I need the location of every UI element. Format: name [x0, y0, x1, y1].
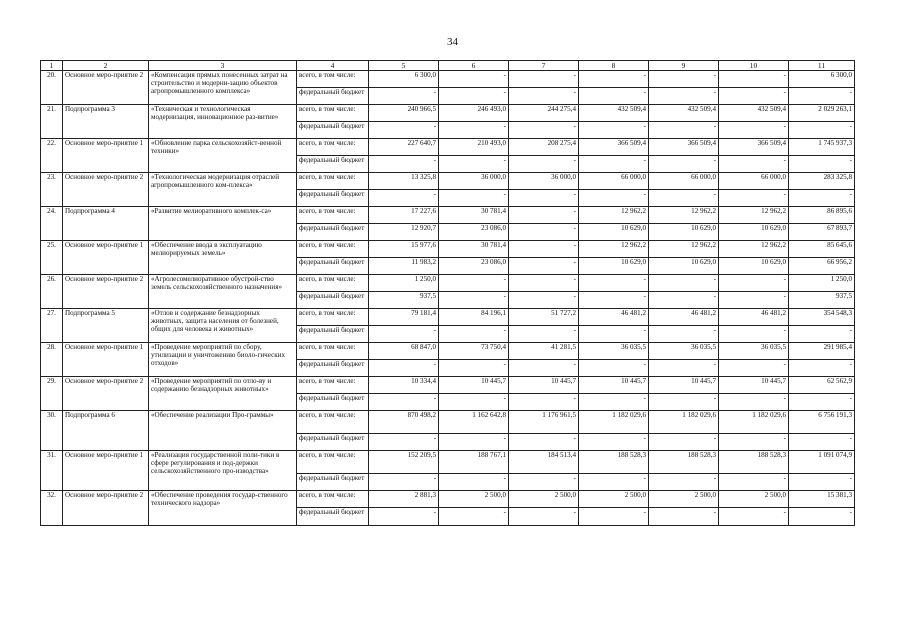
year-value: 210 493,0: [439, 139, 509, 156]
column-header: 6: [439, 61, 509, 71]
year-value: 2 500,0: [579, 491, 649, 508]
year-value: 1 182 029,6: [649, 411, 719, 434]
funding-source: всего, в том числе:: [297, 377, 369, 394]
funding-source: всего, в том числе:: [297, 207, 369, 224]
total-value: 6 756 191,3: [789, 411, 855, 434]
year-value: -: [649, 360, 719, 377]
total-value: -: [789, 394, 855, 411]
column-header: 10: [719, 61, 789, 71]
row-number: 28.: [41, 343, 63, 377]
program-type: Основное меро-приятие 2: [63, 491, 149, 526]
total-value: -: [789, 360, 855, 377]
year-value: 432 509,4: [579, 105, 649, 122]
total-value: 937,5: [789, 292, 855, 309]
funding-source: всего, в том числе:: [297, 343, 369, 360]
program-name: «Реализация государственной поли-тики в сфере регулирования и под-держки сельскохозяйственного про-изводства»: [149, 451, 297, 491]
funding-source: федеральный бюджет: [297, 88, 369, 105]
program-name: «Компенсация прямых понесенных затрат на строительство и модерни-зацию объектов агропромышленного комплекса»: [149, 71, 297, 105]
year-value: -: [579, 360, 649, 377]
funding-source: федеральный бюджет: [297, 434, 369, 451]
year-value: 10 445,7: [509, 377, 579, 394]
table-row: [41, 309, 855, 326]
column-header: 1: [41, 61, 63, 71]
table-row: [41, 411, 855, 434]
year-value: 244 275,4: [509, 105, 579, 122]
program-name: «Развитие мелиоративного комплек-са»: [149, 207, 297, 241]
year-value: -: [579, 508, 649, 526]
program-type: Основное меро-приятие 2: [63, 173, 149, 207]
year-value: 36 000,0: [509, 173, 579, 190]
funding-source: федеральный бюджет: [297, 190, 369, 207]
year-value: -: [719, 156, 789, 173]
funding-source: федеральный бюджет: [297, 224, 369, 241]
year-value: 12 962,2: [579, 207, 649, 224]
funding-source: всего, в том числе:: [297, 241, 369, 258]
year-value: -: [579, 156, 649, 173]
total-value: 67 893,7: [789, 224, 855, 241]
table-row: [41, 173, 855, 190]
column-header: 11: [789, 61, 855, 71]
total-value: 85 645,6: [789, 241, 855, 258]
year-value: -: [649, 508, 719, 526]
year-value: -: [509, 360, 579, 377]
total-value: -: [789, 474, 855, 491]
funding-source: федеральный бюджет: [297, 508, 369, 526]
year-value: 15 977,6: [369, 241, 439, 258]
table-row: [41, 275, 855, 292]
year-value: 36 000,0: [439, 173, 509, 190]
year-value: -: [509, 292, 579, 309]
funding-source: федеральный бюджет: [297, 474, 369, 491]
year-value: -: [579, 71, 649, 88]
year-value: 84 196,1: [439, 309, 509, 326]
year-value: 227 640,7: [369, 139, 439, 156]
year-value: -: [579, 275, 649, 292]
total-value: -: [789, 508, 855, 526]
program-type: Подпрограмма 4: [63, 207, 149, 241]
year-value: -: [579, 326, 649, 343]
program-name: «Отлов и содержание безнадзорных животных, защита населения от болезней, общих для человека и животных»: [149, 309, 297, 343]
funding-source: федеральный бюджет: [297, 258, 369, 275]
year-value: 208 275,4: [509, 139, 579, 156]
year-value: 1 182 029,6: [579, 411, 649, 434]
year-value: -: [649, 275, 719, 292]
funding-source: федеральный бюджет: [297, 394, 369, 411]
year-value: -: [719, 122, 789, 139]
year-value: 10 629,0: [719, 258, 789, 275]
year-value: -: [579, 292, 649, 309]
year-value: 366 509,4: [649, 139, 719, 156]
year-value: -: [719, 474, 789, 491]
funding-source: всего, в том числе:: [297, 411, 369, 434]
year-value: -: [509, 508, 579, 526]
year-value: 12 962,2: [579, 241, 649, 258]
year-value: 188 767,1: [439, 451, 509, 474]
row-number: 21.: [41, 105, 63, 139]
year-value: -: [439, 190, 509, 207]
year-value: 152 209,5: [369, 451, 439, 474]
row-number: 30.: [41, 411, 63, 451]
year-value: -: [439, 88, 509, 105]
total-value: 2 029 263,1: [789, 105, 855, 122]
program-type: Основное меро-приятие 2: [63, 71, 149, 105]
column-header: 2: [63, 61, 149, 71]
table-body: [41, 71, 855, 526]
year-value: -: [579, 474, 649, 491]
total-value: -: [789, 434, 855, 451]
year-value: -: [649, 474, 719, 491]
year-value: -: [509, 326, 579, 343]
year-value: 10 445,7: [579, 377, 649, 394]
year-value: -: [719, 326, 789, 343]
year-value: -: [509, 122, 579, 139]
year-value: 188 528,3: [649, 451, 719, 474]
year-value: -: [439, 156, 509, 173]
year-value: 6 300,0: [369, 71, 439, 88]
year-value: 79 181,4: [369, 309, 439, 326]
program-name: «Обновление парка сельскохозяйст-венной техники»: [149, 139, 297, 173]
funding-source: федеральный бюджет: [297, 360, 369, 377]
program-name: «Технологическая модернизация отраслей агропромышленного ком-плекса»: [149, 173, 297, 207]
year-value: -: [719, 360, 789, 377]
table-row: [41, 491, 855, 508]
year-value: -: [579, 122, 649, 139]
program-name: «Техническая и технологическая модернизация, инновационное раз-витие»: [149, 105, 297, 139]
year-value: -: [439, 434, 509, 451]
year-value: 366 509,4: [579, 139, 649, 156]
total-value: 1 250,0: [789, 275, 855, 292]
table-row: [41, 241, 855, 258]
year-value: 870 498,2: [369, 411, 439, 434]
total-value: -: [789, 190, 855, 207]
total-value: 283 325,8: [789, 173, 855, 190]
year-value: -: [719, 190, 789, 207]
year-value: 366 509,4: [719, 139, 789, 156]
year-value: -: [509, 258, 579, 275]
year-value: 11 983,2: [369, 258, 439, 275]
year-value: -: [439, 360, 509, 377]
year-value: 1 250,0: [369, 275, 439, 292]
year-value: 12 962,2: [649, 207, 719, 224]
year-value: 2 500,0: [719, 491, 789, 508]
year-value: -: [649, 88, 719, 105]
year-value: -: [369, 88, 439, 105]
year-value: 12 920,7: [369, 224, 439, 241]
program-type: Подпрограмма 5: [63, 309, 149, 343]
year-value: -: [509, 474, 579, 491]
year-value: -: [439, 474, 509, 491]
program-type: Основное меро-приятие 1: [63, 241, 149, 275]
year-value: -: [649, 190, 719, 207]
year-value: 46 481,2: [719, 309, 789, 326]
row-number: 26.: [41, 275, 63, 309]
total-value: 1 091 074,9: [789, 451, 855, 474]
total-value: 86 895,6: [789, 207, 855, 224]
year-value: -: [369, 326, 439, 343]
year-value: -: [719, 508, 789, 526]
program-type: Основное меро-приятие 1: [63, 451, 149, 491]
program-name: «Агролесомелиоративное обустрой-ство земель сельскохозяйственного назначения»: [149, 275, 297, 309]
year-value: 23 086,0: [439, 224, 509, 241]
year-value: 10 629,0: [579, 224, 649, 241]
year-value: -: [369, 190, 439, 207]
year-value: 46 481,2: [579, 309, 649, 326]
year-value: 10 445,7: [649, 377, 719, 394]
program-name: «Обеспечение проведения государ-ственного технического надзора»: [149, 491, 297, 526]
year-value: 2 881,3: [369, 491, 439, 508]
year-value: 12 962,2: [719, 241, 789, 258]
year-value: -: [649, 326, 719, 343]
year-value: -: [649, 71, 719, 88]
year-value: 10 629,0: [579, 258, 649, 275]
year-value: -: [649, 394, 719, 411]
year-value: 46 481,2: [649, 309, 719, 326]
year-value: -: [369, 434, 439, 451]
year-value: -: [579, 88, 649, 105]
total-value: -: [789, 156, 855, 173]
year-value: 10 334,4: [369, 377, 439, 394]
total-value: 15 381,3: [789, 491, 855, 508]
year-value: 12 962,2: [719, 207, 789, 224]
year-value: 937,5: [369, 292, 439, 309]
year-value: -: [719, 275, 789, 292]
year-value: 1 162 642,8: [439, 411, 509, 434]
total-value: 6 300,0: [789, 71, 855, 88]
program-type: Основное меро-приятие 2: [63, 275, 149, 309]
year-value: 10 445,7: [439, 377, 509, 394]
program-name: «Проведение мероприятий по отло-ву и содержанию безнадзорных животных»: [149, 377, 297, 411]
year-value: -: [369, 474, 439, 491]
year-value: 36 035,5: [649, 343, 719, 360]
program-name: «Обеспечение ввода в эксплуатацию мелиорируемых земель»: [149, 241, 297, 275]
year-value: 2 500,0: [509, 491, 579, 508]
year-value: -: [719, 71, 789, 88]
year-value: 10 629,0: [649, 224, 719, 241]
year-value: 432 509,4: [719, 105, 789, 122]
funding-source: всего, в том числе:: [297, 71, 369, 88]
year-value: 30 781,4: [439, 241, 509, 258]
program-name: «Проведение мероприятий по сбору, утилизации и уничтожению биоло-гических отходов»: [149, 343, 297, 377]
funding-source: всего, в том числе:: [297, 451, 369, 474]
year-value: -: [439, 122, 509, 139]
year-value: -: [369, 122, 439, 139]
table-row: [41, 207, 855, 224]
program-name: «Обеспечение реализации Про-граммы»: [149, 411, 297, 451]
funding-source: всего, в том числе:: [297, 275, 369, 292]
year-value: -: [509, 190, 579, 207]
row-number: 27.: [41, 309, 63, 343]
year-value: -: [369, 360, 439, 377]
table-row: [41, 343, 855, 360]
column-header: 8: [579, 61, 649, 71]
funding-source: всего, в том числе:: [297, 173, 369, 190]
table-row: [41, 105, 855, 122]
year-value: 184 513,4: [509, 451, 579, 474]
year-value: 188 528,3: [579, 451, 649, 474]
year-value: -: [369, 156, 439, 173]
funding-source: всего, в том числе:: [297, 105, 369, 122]
year-value: 68 847,0: [369, 343, 439, 360]
year-value: 246 493,0: [439, 105, 509, 122]
year-value: 2 500,0: [439, 491, 509, 508]
total-value: 62 562,9: [789, 377, 855, 394]
budget-table: [40, 60, 855, 526]
year-value: 10 445,7: [719, 377, 789, 394]
year-value: -: [509, 88, 579, 105]
year-value: -: [509, 434, 579, 451]
year-value: -: [719, 434, 789, 451]
year-value: 17 227,6: [369, 207, 439, 224]
year-value: -: [369, 394, 439, 411]
year-value: -: [649, 292, 719, 309]
year-value: 36 035,5: [579, 343, 649, 360]
row-number: 31.: [41, 451, 63, 491]
year-value: -: [439, 394, 509, 411]
funding-source: федеральный бюджет: [297, 292, 369, 309]
year-value: -: [579, 434, 649, 451]
year-value: -: [439, 292, 509, 309]
year-value: -: [719, 292, 789, 309]
column-header: 9: [649, 61, 719, 71]
program-type: Подпрограмма 6: [63, 411, 149, 451]
year-value: -: [649, 122, 719, 139]
year-value: -: [509, 224, 579, 241]
funding-source: федеральный бюджет: [297, 326, 369, 343]
row-number: 23.: [41, 173, 63, 207]
total-value: 1 745 937,3: [789, 139, 855, 156]
year-value: -: [509, 275, 579, 292]
page-number: 34: [447, 36, 458, 48]
year-value: -: [439, 508, 509, 526]
program-type: Основное меро-приятие 2: [63, 377, 149, 411]
total-value: 354 548,3: [789, 309, 855, 326]
year-value: 36 035,5: [719, 343, 789, 360]
funding-source: всего, в том числе:: [297, 139, 369, 156]
column-header: 7: [509, 61, 579, 71]
row-number: 32.: [41, 491, 63, 526]
row-number: 20.: [41, 71, 63, 105]
year-value: -: [509, 241, 579, 258]
year-value: 188 528,3: [719, 451, 789, 474]
year-value: 240 966,5: [369, 105, 439, 122]
year-value: 432 509,4: [649, 105, 719, 122]
year-value: 41 281,5: [509, 343, 579, 360]
funding-source: всего, в том числе:: [297, 491, 369, 508]
year-value: -: [719, 88, 789, 105]
funding-source: федеральный бюджет: [297, 122, 369, 139]
year-value: -: [649, 156, 719, 173]
year-value: -: [439, 71, 509, 88]
year-value: -: [509, 71, 579, 88]
year-value: 23 086,0: [439, 258, 509, 275]
total-value: 291 985,4: [789, 343, 855, 360]
year-value: 2 500,0: [649, 491, 719, 508]
year-value: 30 781,4: [439, 207, 509, 224]
year-value: 73 750,4: [439, 343, 509, 360]
year-value: 13 325,8: [369, 173, 439, 190]
year-value: 1 176 961,5: [509, 411, 579, 434]
year-value: -: [509, 156, 579, 173]
year-value: 1 182 029,6: [719, 411, 789, 434]
year-value: 10 629,0: [649, 258, 719, 275]
total-value: -: [789, 88, 855, 105]
row-number: 25.: [41, 241, 63, 275]
total-value: 66 956,2: [789, 258, 855, 275]
program-type: Основное меро-приятие 1: [63, 343, 149, 377]
year-value: -: [579, 394, 649, 411]
year-value: -: [649, 434, 719, 451]
table-row: [41, 139, 855, 156]
year-value: -: [439, 326, 509, 343]
year-value: -: [509, 207, 579, 224]
year-value: -: [509, 394, 579, 411]
year-value: 66 000,0: [649, 173, 719, 190]
row-number: 29.: [41, 377, 63, 411]
year-value: -: [439, 275, 509, 292]
funding-source: федеральный бюджет: [297, 156, 369, 173]
funding-source: всего, в том числе:: [297, 309, 369, 326]
column-number-header: [41, 61, 855, 71]
year-value: 66 000,0: [579, 173, 649, 190]
column-header: 5: [369, 61, 439, 71]
year-value: 10 629,0: [719, 224, 789, 241]
program-type: Основное меро-приятие 1: [63, 139, 149, 173]
column-header: 3: [149, 61, 297, 71]
row-number: 22.: [41, 139, 63, 173]
row-number: 24.: [41, 207, 63, 241]
year-value: -: [579, 190, 649, 207]
table-row: [41, 451, 855, 474]
total-value: -: [789, 122, 855, 139]
program-type: Подпрограмма 3: [63, 105, 149, 139]
year-value: 51 727,2: [509, 309, 579, 326]
year-value: 66 000,0: [719, 173, 789, 190]
year-value: 12 962,2: [649, 241, 719, 258]
year-value: -: [369, 508, 439, 526]
total-value: -: [789, 326, 855, 343]
table-row: [41, 377, 855, 394]
year-value: -: [719, 394, 789, 411]
table-row: [41, 71, 855, 88]
column-header: 4: [297, 61, 369, 71]
